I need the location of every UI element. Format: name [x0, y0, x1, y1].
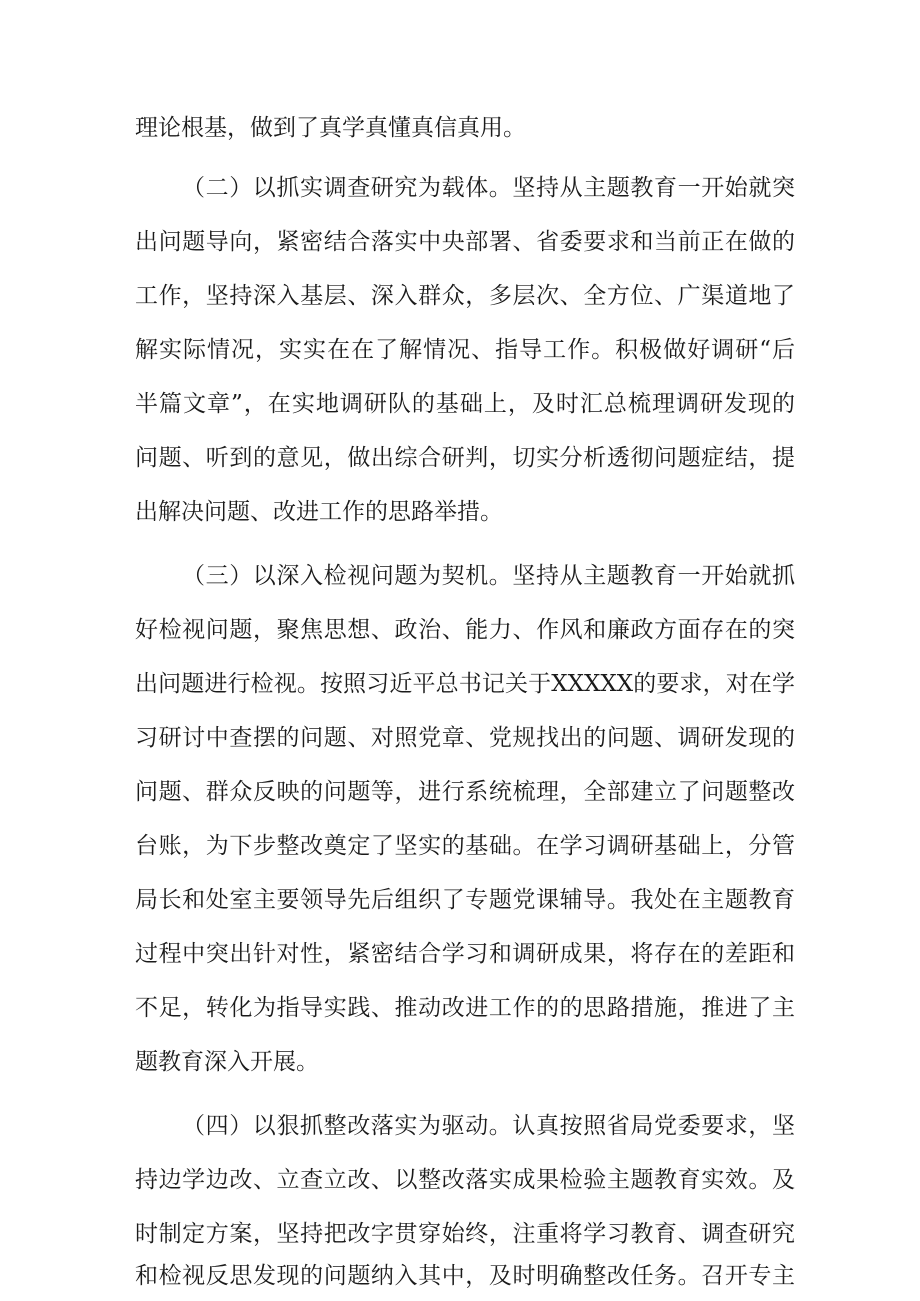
paragraph-3-line-7: 局长和处室主要领导先后组织了专题党课辅导。我处在主题教育	[135, 887, 795, 913]
paragraph-4-line-2: 持边学边改、立查立改、以整改落实成果检验主题教育实效。及	[135, 1167, 795, 1193]
paragraph-3-line-2: 好检视问题，聚焦思想、政治、能力、作风和廉政方面存在的突	[135, 617, 795, 643]
paragraph-2-line-4: 解实际情况，实实在在了解情况、指导工作。积极做好调研“后	[135, 337, 795, 363]
paragraph-1-line-1: 理论根基，做到了真学真懂真信真用。	[135, 115, 526, 141]
paragraph-4-line-3: 时制定方案，坚持把改字贯穿始终，注重将学习教育、调查研究	[135, 1221, 795, 1247]
paragraph-2-line-3: 工作，坚持深入基层、深入群众，多层次、全方位、广渠道地了	[135, 283, 795, 309]
paragraph-3-line-3: 出问题进行检视。按照习近平总书记关于XXXXX的要求，对在学	[135, 671, 795, 697]
paragraph-2-line-2: 出问题导向，紧密结合落实中央部署、省委要求和当前正在做的	[135, 229, 795, 255]
paragraph-3-line-6: 台账，为下步整改奠定了坚实的基础。在学习调研基础上，分管	[135, 833, 795, 859]
paragraph-2-line-1: （二）以抓实调查研究为载体。坚持从主题教育一开始就突	[182, 175, 795, 201]
paragraph-3-line-8: 过程中突出针对性，紧密结合学习和调研成果，将存在的差距和	[135, 941, 795, 967]
paragraph-3-line-10: 题教育深入开展。	[135, 1049, 319, 1075]
paragraph-2-line-6: 问题、听到的意见，做出综合研判，切实分析透彻问题症结，提	[135, 445, 795, 471]
paragraph-3-line-9: 不足，转化为指导实践、推动改进工作的的思路措施，推进了主	[135, 995, 795, 1021]
paragraph-2-line-5: 半篇文章”，在实地调研队的基础上，及时汇总梳理调研发现的	[135, 391, 795, 417]
paragraph-3-line-4: 习研讨中查摆的问题、对照党章、党规找出的问题、调研发现的	[135, 725, 795, 751]
paragraph-3-line-1: （三）以深入检视问题为契机。坚持从主题教育一开始就抓	[182, 563, 795, 589]
paragraph-4-line-4: 和检视反思发现的问题纳入其中，及时明确整改任务。召开专主	[135, 1263, 795, 1289]
paragraph-3-line-5: 问题、群众反映的问题等，进行系统梳理，全部建立了问题整改	[135, 779, 795, 805]
paragraph-2-line-7: 出解决问题、改进工作的思路举措。	[135, 499, 503, 525]
paragraph-4-line-1: （四）以狠抓整改落实为驱动。认真按照省局党委要求，坚	[182, 1113, 795, 1139]
